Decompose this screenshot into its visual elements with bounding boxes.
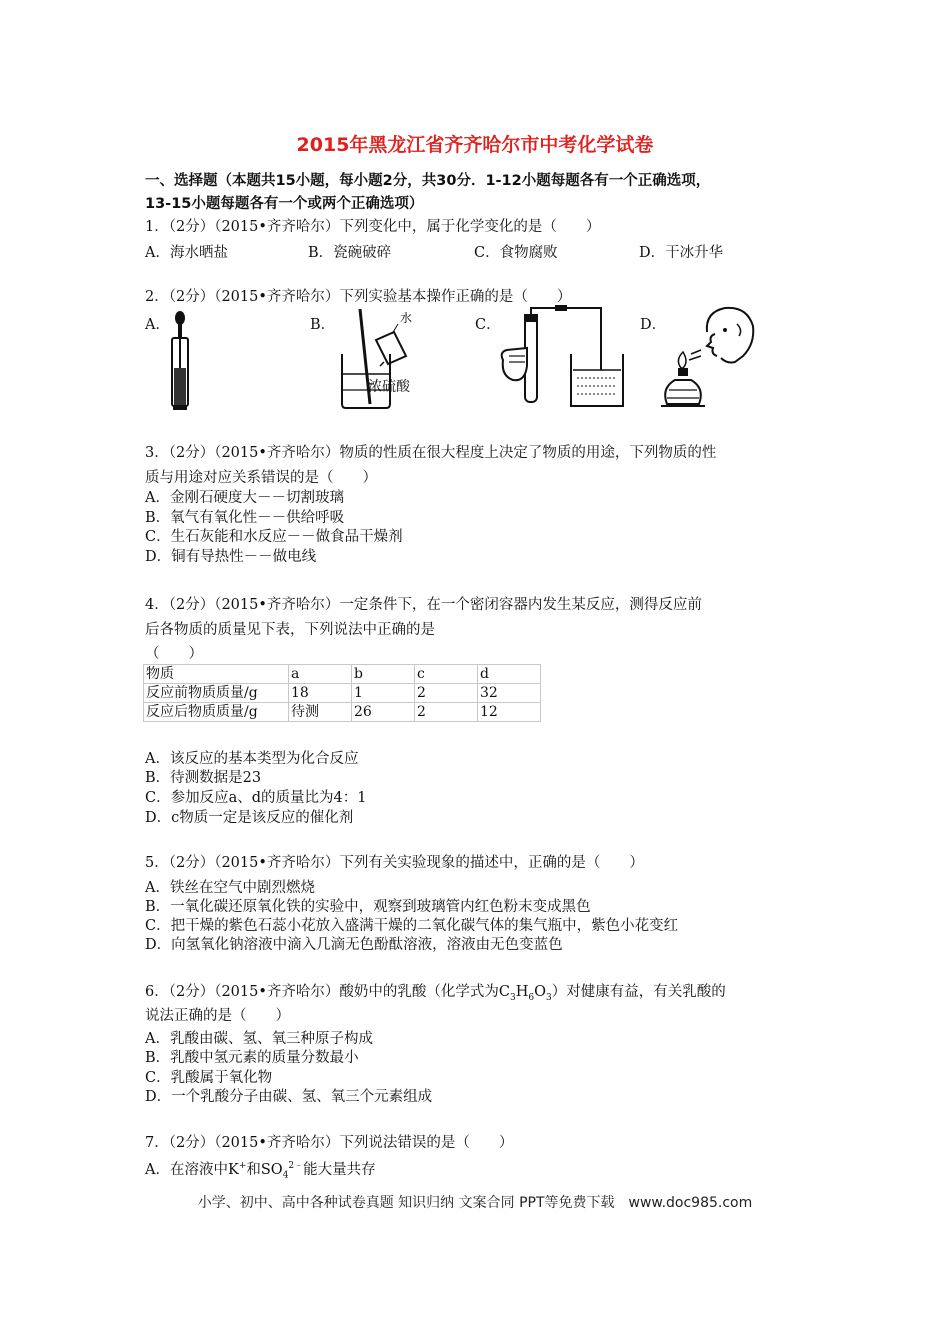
q6-stem-line-1 <box>145 982 726 1008</box>
q3-block <box>145 440 815 492</box>
table-row <box>144 665 541 684</box>
q7-option-a-part-1: A．在溶液中K <box>145 1161 239 1178</box>
section-heading-line-2: 13-15小题每题各有一个或两个正确选项） <box>145 196 424 212</box>
q6-option-a: A．乳酸由碳、氢、氧三种原子构成 <box>145 1031 373 1047</box>
q7-option-a-subscript: 4 <box>282 1170 289 1181</box>
q3-option-b: B．氧气有氧化性－－供给呼吸 <box>145 510 345 526</box>
q2-figure-b-acid-label: 浓硫酸 <box>368 379 410 395</box>
q4-stem-line-1: 4．（2分）（2015•齐齐哈尔）一定条件下，在一个密闭容器内发生某反应，测得反应前 <box>145 597 702 613</box>
q6-formula-o: O <box>534 984 547 1000</box>
q5-option-c: C．把干燥的紫色石蕊小花放入盛满干燥的二氧化碳气体的集气瓶中，紫色小花变红 <box>145 918 679 934</box>
page-footer: 小学、初中、高中各种试卷真题 知识归纳 文案合同 PPT等免费下载 www.doc985.com <box>197 1195 753 1211</box>
q1-option-a: A．海水晒盐 <box>145 245 228 261</box>
table-cell: 反应前物质质量/g <box>144 684 289 703</box>
q4-option-b: B．待测数据是23 <box>145 770 262 786</box>
q4-stem-line-2: 后各物质的质量见下表，下列说法中正确的是 <box>145 622 435 638</box>
table-cell: 2 <box>415 684 478 703</box>
q1-option-b: B．瓷碗破碎 <box>308 245 392 261</box>
q7-option-a-charge-1: + <box>238 1161 247 1171</box>
q2-label-d: D． <box>640 317 667 333</box>
table-row <box>144 703 541 722</box>
q2-stem: 2．（2分）（2015•齐齐哈尔）下列实验基本操作正确的是（ ） <box>145 289 572 305</box>
table-cell: 待测 <box>289 703 352 722</box>
q2-figure-b-water-label: 水 <box>400 311 413 325</box>
q4-mass-table <box>143 664 541 722</box>
q4-stem-line-3: （ ） <box>145 646 203 662</box>
table-cell: d <box>478 665 541 684</box>
q3-option-d: D．铜有导热性－－做电线 <box>145 549 317 565</box>
q2-label-c: C． <box>475 317 501 333</box>
q7-stem: 7．（2分）（2015•齐齐哈尔）下列说法错误的是（ ） <box>145 1135 514 1151</box>
q1-option-d: D．干冰升华 <box>639 245 724 261</box>
q2-figure-c-airtight-check-icon <box>497 304 627 412</box>
q5-stem: 5．（2分）（2015•齐齐哈尔）下列有关实验现象的描述中，正确的是（ ） <box>145 855 644 871</box>
q6-stem-line-2: 说法正确的是（ ） <box>145 1008 290 1024</box>
q6-stem-part-2: ）对健康有益，有关乳酸的 <box>551 984 726 1000</box>
q5-option-d: D．向氢氧化钠溶液中滴入几滴无色酚酞溶液，溶液由无色变蓝色 <box>145 937 563 953</box>
table-cell: 32 <box>478 684 541 703</box>
q4-option-a: A．该反应的基本类型为化合反应 <box>145 751 359 767</box>
q6-formula-h: H <box>515 984 529 1000</box>
q3-option-c: C．生石灰能和水反应－－做食品干燥剂 <box>145 529 403 545</box>
section-heading <box>145 170 815 216</box>
q5-option-a: A．铁丝在空气中剧烈燃烧 <box>145 880 315 896</box>
q5-option-b: B．一氧化碳还原氧化铁的实验中，观察到玻璃管内红色粉末变成黑色 <box>145 899 591 915</box>
q2-figure-d-alcohol-lamp-icon <box>655 304 765 414</box>
exam-title: 2015年黑龙江省齐齐哈尔市中考化学试卷 <box>296 134 654 156</box>
q6-formula-c-count: 3 <box>510 992 516 1003</box>
q3-option-a: A．金刚石硬度大－－切割玻璃 <box>145 490 344 506</box>
table-cell: a <box>289 665 352 684</box>
q7-option-a-part-2: 和SO <box>246 1161 283 1178</box>
table-cell: 物质 <box>144 665 289 684</box>
q3-stem-line-1: 3．（2分）（2015•齐齐哈尔）物质的性质在很大程度上决定了物质的用途，下列物质的性 <box>145 445 717 461</box>
section-heading-line-1: 一、选择题（本题共15小题，每小题2分，共30分．1-12小题每题各有一个正确选项， <box>145 173 711 189</box>
q6-stem-part-1: 6．（2分）（2015•齐齐哈尔）酸奶中的乳酸（化学式为C <box>145 984 510 1000</box>
q7-option-a-part-3: 能大量共存 <box>303 1161 376 1178</box>
q6-option-d: D．一个乳酸分子由碳、氢、氧三个元素组成 <box>145 1089 433 1105</box>
q4-option-d: D．c物质一定是该反应的催化剂 <box>145 810 354 826</box>
table-cell: 26 <box>352 703 415 722</box>
q6-formula-h-count: 6 <box>528 992 535 1003</box>
q2-label-b: B． <box>310 317 336 333</box>
table-cell: 反应后物质质量/g <box>144 703 289 722</box>
table-cell: 12 <box>478 703 541 722</box>
table-cell: 18 <box>289 684 352 703</box>
q1-option-c: C．食物腐败 <box>474 245 558 261</box>
q7-option-a-charge-2: 2﹣ <box>288 1161 304 1171</box>
q3-stem-line-2: 质与用途对应关系错误的是（ ） <box>145 470 377 486</box>
q2-label-a: A． <box>145 317 170 333</box>
q6-option-c: C．乳酸属于氧化物 <box>145 1070 273 1086</box>
table-cell: 1 <box>352 684 415 703</box>
q1-stem: 1．（2分）（2015•齐齐哈尔）下列变化中，属于化学变化的是（ ） <box>145 219 601 235</box>
q4-option-c: C．参加反应a、d的质量比为4：1 <box>145 790 367 806</box>
table-cell: c <box>415 665 478 684</box>
q6-option-b: B．乳酸中氢元素的质量分数最小 <box>145 1050 359 1066</box>
table-cell: b <box>352 665 415 684</box>
q2-figure-a-dropper-icon <box>165 308 195 412</box>
table-row <box>144 684 541 703</box>
table-cell: 2 <box>415 703 478 722</box>
q6-formula-o-count: 3 <box>546 992 552 1003</box>
q7-option-a <box>145 1156 376 1186</box>
